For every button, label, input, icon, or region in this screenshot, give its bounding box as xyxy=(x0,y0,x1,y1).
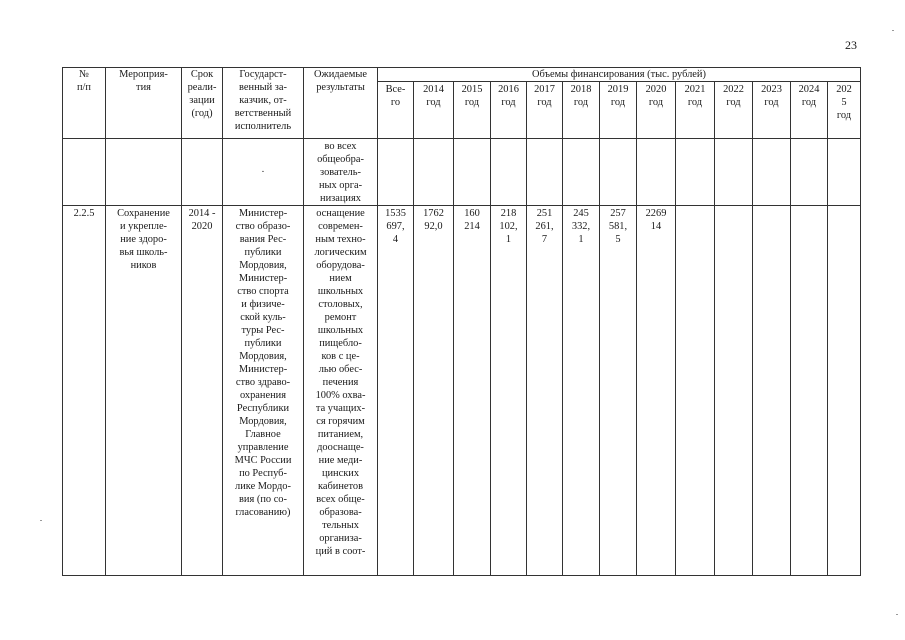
header-year: 2021 год xyxy=(676,82,715,139)
header-year: 2014 год xyxy=(414,82,454,139)
cell-customer: Министер- ство образо- вания Рес- публики Мордовия, Министер- ство спорта и физиче- ской куль- туры Рес- публики Мордовия, Министер- ство здраво- охранения Республики Мордовия, Главное управление МЧС России по Респуб- лике Мордо- вия (по со- гласованию) xyxy=(223,206,304,576)
cell-empty xyxy=(600,139,637,206)
header-year: 2022 год xyxy=(715,82,753,139)
header-year: 2016 год xyxy=(491,82,527,139)
cell-value: 218 102, 1 xyxy=(491,206,527,576)
header-total: Все- го xyxy=(378,82,414,139)
header-event: Мероприя- тия xyxy=(106,68,182,139)
header-year: 202 5 год xyxy=(828,82,861,139)
header-year: 2019 год xyxy=(600,82,637,139)
header-customer: Государст- венный за- казчик, от- ветственный исполнитель xyxy=(223,68,304,139)
page-number: 23 xyxy=(845,38,857,52)
cell-empty xyxy=(715,139,753,206)
cell-results: оснащение современ- ным техно- логическим оборудова- нием школьных столовых, ремонт школьных пищебло- ков с це- лью обес- печения 100% охва- та учащих- ся горячим питанием, дооснаще- ние меди- цинских кабинетов всех обще- образова- тельных организа- ций в соот- xyxy=(304,206,378,576)
scan-speck xyxy=(892,30,894,31)
cell-empty xyxy=(637,139,676,206)
cell-value xyxy=(753,206,791,576)
cell-empty xyxy=(491,139,527,206)
header-year: 2024 год xyxy=(791,82,828,139)
cell-empty xyxy=(828,139,861,206)
cell-empty xyxy=(414,139,454,206)
header-num: № п/п xyxy=(63,68,106,139)
cell-event: Сохранение и укрепле- ние здоро- вья школь- ников xyxy=(106,206,182,576)
header-year: 2017 год xyxy=(527,82,563,139)
cell-value: 1762 92,0 xyxy=(414,206,454,576)
scan-speck xyxy=(896,614,898,615)
cell-empty xyxy=(106,139,182,206)
header-term: Срок реали- зации (год) xyxy=(182,68,223,139)
cell-value: 245 332, 1 xyxy=(563,206,600,576)
header-row-financing xyxy=(63,68,861,82)
cell-empty xyxy=(454,139,491,206)
table-row-continuation xyxy=(63,139,861,206)
cell-num: 2.2.5 xyxy=(63,206,106,576)
cell-total: 1535 697, 4 xyxy=(378,206,414,576)
header-year: 2020 год xyxy=(637,82,676,139)
cell-value xyxy=(676,206,715,576)
cell-empty xyxy=(182,139,223,206)
cell-empty xyxy=(63,139,106,206)
cell-empty xyxy=(527,139,563,206)
cell-results: во всех общеобра- зователь- ных орга- низациях xyxy=(304,139,378,206)
cell-empty xyxy=(791,139,828,206)
cell-customer-mark: · xyxy=(223,139,304,206)
header-year: 2015 год xyxy=(454,82,491,139)
cell-value xyxy=(715,206,753,576)
header-financing: Объемы финансирования (тыс. рублей) xyxy=(378,68,861,82)
cell-empty xyxy=(563,139,600,206)
cell-empty xyxy=(676,139,715,206)
cell-value xyxy=(828,206,861,576)
header-results: Ожидаемые результаты xyxy=(304,68,378,139)
cell-value: 2269 14 xyxy=(637,206,676,576)
cell-value: 257 581, 5 xyxy=(600,206,637,576)
financing-table xyxy=(62,67,861,576)
cell-empty xyxy=(753,139,791,206)
header-year: 2023 год xyxy=(753,82,791,139)
table-row xyxy=(63,206,861,576)
cell-value: 251 261, 7 xyxy=(527,206,563,576)
cell-empty xyxy=(378,139,414,206)
cell-value: 160 214 xyxy=(454,206,491,576)
header-year: 2018 год xyxy=(563,82,600,139)
scan-speck xyxy=(40,520,42,521)
cell-value xyxy=(791,206,828,576)
cell-term: 2014 - 2020 xyxy=(182,206,223,576)
